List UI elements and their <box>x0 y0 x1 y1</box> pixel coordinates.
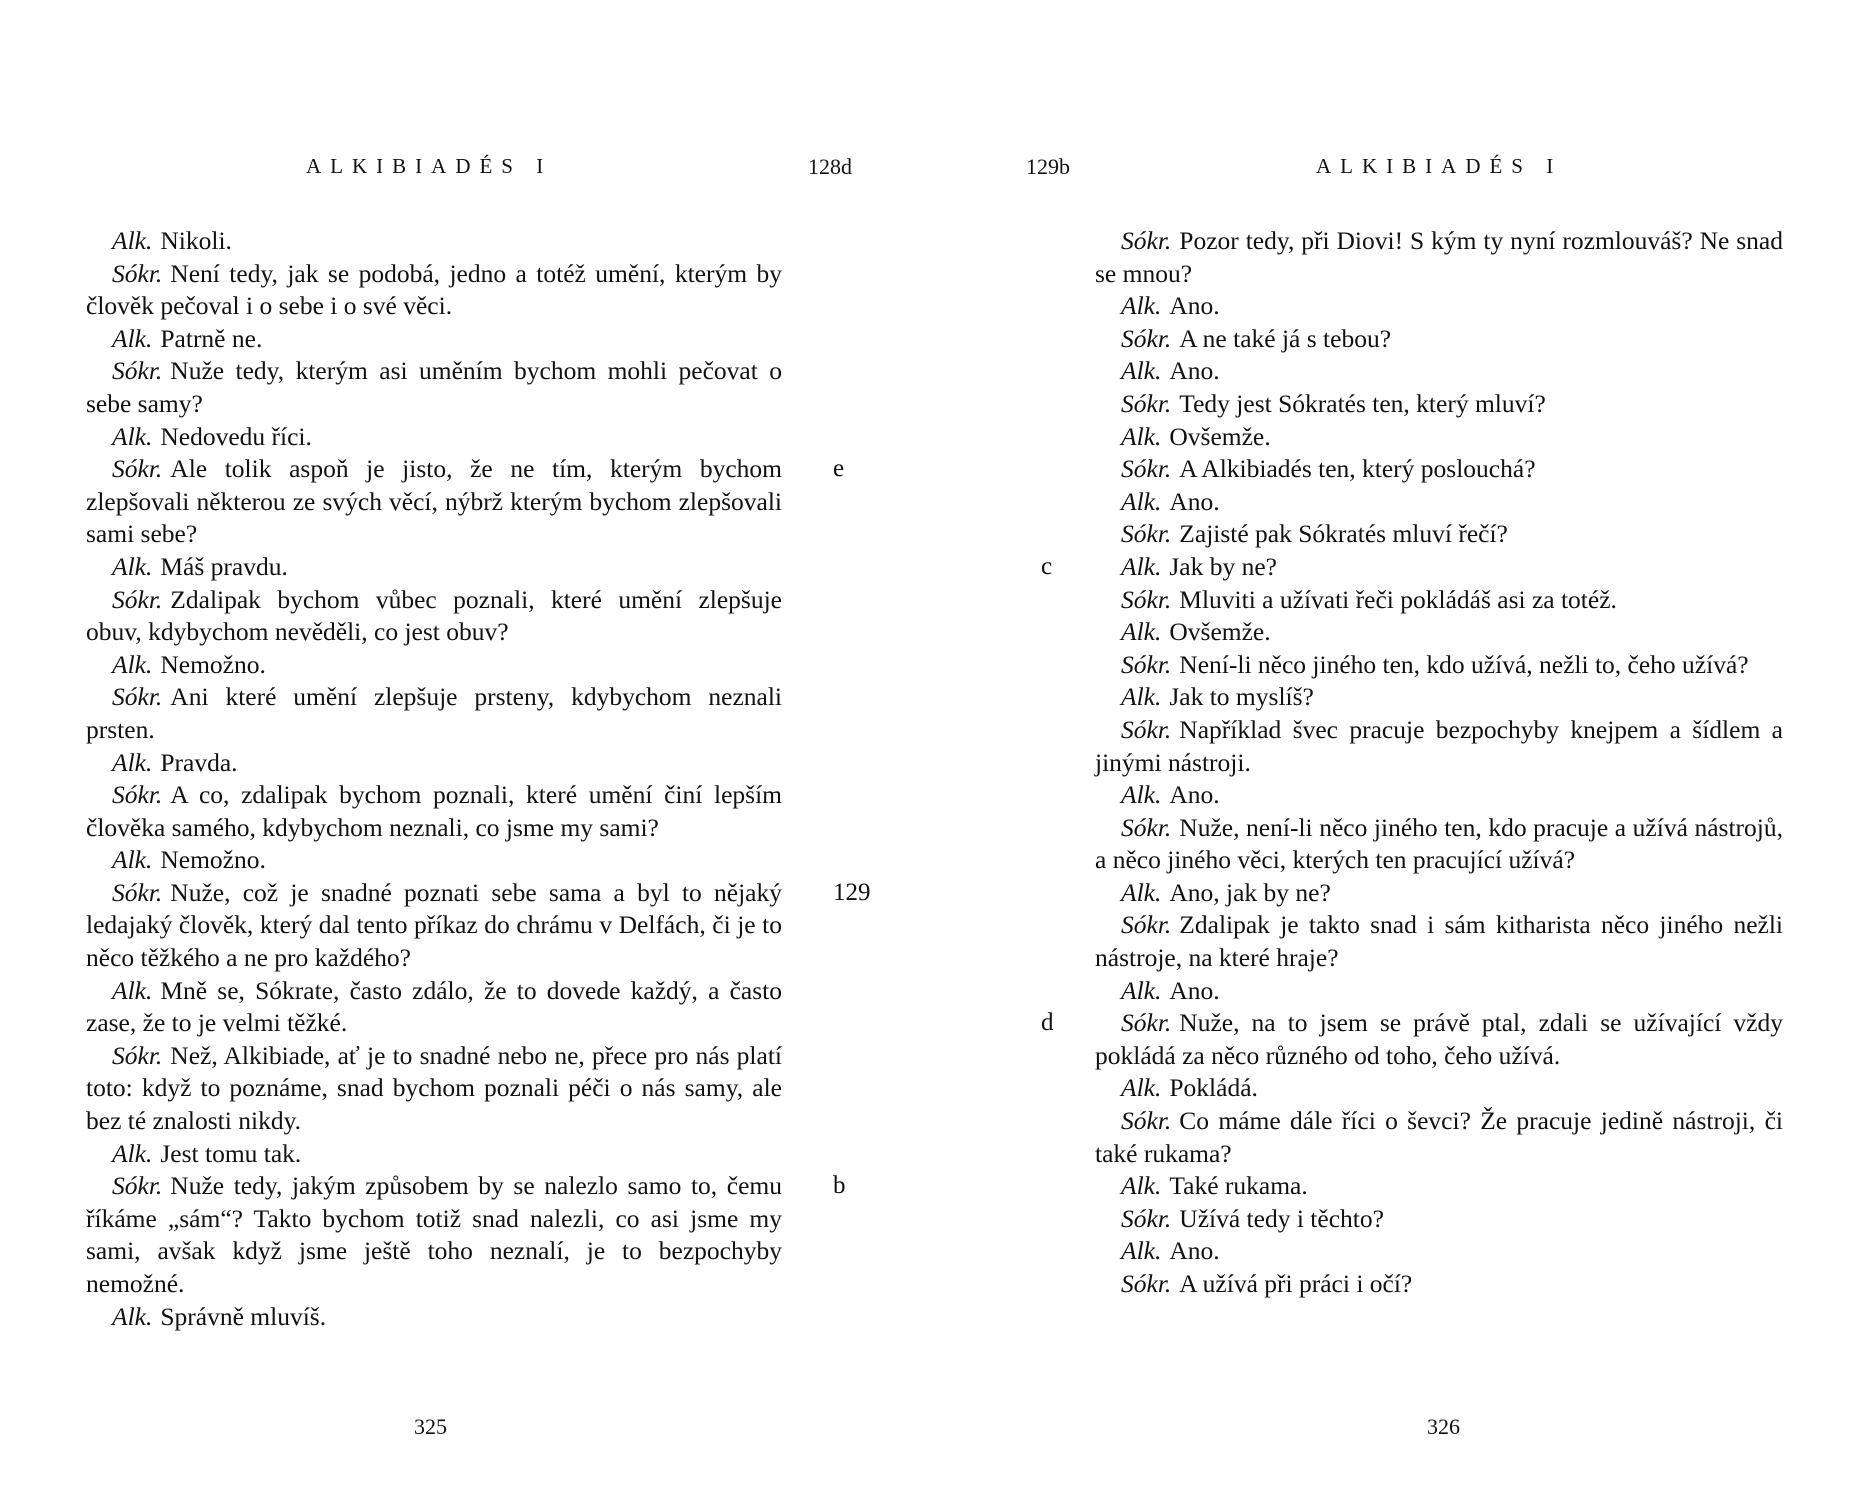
utterance-text: Také rukama. <box>1169 1171 1308 1201</box>
dialogue-turn <box>1095 518 1783 551</box>
dialogue-turn <box>86 681 782 746</box>
utterance-text: Nuže, což je snadné poznati sebe sama a byl to nějaký ledajaký člověk, který dal tento příkaz do chrámu v Delfách, či je to něco těžkého a ne pro každého? <box>86 877 782 973</box>
speaker-label: Alk. <box>112 226 153 255</box>
speaker-label: Sókr. <box>1121 1106 1172 1136</box>
dialogue-turn <box>86 421 782 454</box>
stephanus-number: 128d <box>808 154 852 179</box>
speaker-label: Sókr. <box>1121 1008 1172 1038</box>
dialogue-turn <box>86 355 782 420</box>
utterance-text: Jak to myslíš? <box>1169 682 1314 712</box>
speaker-label: Alk. <box>1121 1171 1162 1201</box>
speaker-label: Alk. <box>112 1138 153 1168</box>
speaker-label: Sókr. <box>1121 714 1172 744</box>
utterance-text: A ne také já s tebou? <box>1179 323 1392 353</box>
speaker-label: Sókr. <box>112 258 163 288</box>
dialogue-turn <box>1095 290 1783 323</box>
utterance-text: Jest tomu tak. <box>160 1138 302 1168</box>
utterance-text: Například švec pracuje bezpochyby knejpem a šídlem a jinými nástroji. <box>1095 714 1783 777</box>
dialogue-turn <box>86 1170 846 1300</box>
page-number: 325 <box>414 1414 447 1439</box>
dialogue-turn <box>1095 486 1783 519</box>
dialogue-turn <box>1041 1007 1783 1072</box>
speaker-label: Alk. <box>112 845 153 875</box>
utterance-text: Pozor tedy, při Diovi! S kým ty nyní rozmlouváš? Ne snad se mnou? <box>1095 226 1783 288</box>
dialogue-turn <box>1095 323 1783 356</box>
dialogue-turn <box>86 453 845 551</box>
utterance-text: Ani které umění zlepšuje prsteny, kdybychom neznali prsten. <box>86 682 782 744</box>
stephanus-marker: 129 <box>833 878 871 906</box>
utterance-text: Patrně ne. <box>160 323 263 353</box>
speaker-label: Alk. <box>1121 617 1162 647</box>
utterance-text: Není-li něco jiného ten, kdo užívá, nežli to, čeho užívá? <box>1179 649 1749 679</box>
dialogue-turn <box>1095 812 1783 877</box>
dialogue-turn <box>86 747 782 780</box>
speaker-label: Sókr. <box>1121 519 1172 549</box>
utterance-text: Ovšemže. <box>1169 617 1271 647</box>
speaker-label: Alk. <box>112 747 153 777</box>
stephanus-marker: b <box>833 1172 846 1200</box>
utterance-text: Pravda. <box>160 747 238 777</box>
dialogue-turn <box>1095 1072 1783 1105</box>
utterance-text: Nuže tedy, kterým asi uměním bychom mohli pečovat o sebe samy? <box>86 356 782 418</box>
utterance-text: Nuže, není-li něco jiného ten, kdo pracuje a užívá nástrojů, a něco jiného věci, kterých ten pracující užívá? <box>1095 812 1783 875</box>
utterance-text: Správně mluvíš. <box>160 1301 327 1331</box>
utterance-text: A užívá při práci i očí? <box>1179 1269 1413 1298</box>
dialogue-turn <box>86 975 782 1040</box>
speaker-label: Alk. <box>112 975 153 1005</box>
speaker-label: Alk. <box>1121 975 1162 1005</box>
utterance-text: Nedovedu říci. <box>160 421 312 451</box>
dialogue-turn <box>1095 714 1783 779</box>
utterance-text: Ano. <box>1169 291 1220 321</box>
utterance-text: Jak by ne? <box>1169 551 1277 581</box>
utterance-text: A co, zdalipak bychom poznali, které umění činí lepším člověka samého, kdybychom neznali, co jsme my sami? <box>86 780 782 842</box>
dialogue-turn <box>86 584 782 649</box>
utterance-text: Tedy jest Sókratés ten, který mluví? <box>1179 388 1546 418</box>
stephanus-marker: e <box>833 455 845 483</box>
dialogue-turn <box>86 1040 782 1138</box>
running-title: ALKIBIADÉS I <box>306 154 553 178</box>
dialogue-text <box>86 225 871 1333</box>
dialogue-turn <box>86 1301 782 1334</box>
dialogue-turn <box>1095 355 1783 388</box>
dialogue-turn <box>86 877 871 975</box>
utterance-text: Mluviti a užívati řeči pokládáš asi za totéž. <box>1179 584 1617 614</box>
speaker-label: Sókr. <box>1121 388 1172 418</box>
utterance-text: Nikoli. <box>160 226 232 255</box>
utterance-text: Nuže tedy, jakým způsobem by se nalezlo samo to, čemu říkáme „sám“? Takto bychom totiž snad nalezli, co asi jsme my sami, avšak když jsme ještě toho neznalí, je to bezpochyby nemožné. <box>86 1171 782 1298</box>
dialogue-turn <box>1095 779 1783 812</box>
utterance-text: Mně se, Sókrate, často zdálo, že to dovede každý, a často zase, že to je velmi těžké. <box>86 975 782 1038</box>
speaker-label: Sókr. <box>112 584 163 614</box>
dialogue-turn <box>1095 1268 1783 1301</box>
utterance-text: Ano. <box>1169 780 1220 810</box>
utterance-text: Ano. <box>1169 1236 1220 1266</box>
dialogue-turn <box>1095 909 1783 974</box>
speaker-label: Sókr. <box>1121 226 1172 255</box>
utterance-text: Užívá tedy i těchto? <box>1179 1203 1384 1233</box>
speaker-label: Alk. <box>1121 877 1162 907</box>
utterance-text: Ovšemže. <box>1169 421 1271 451</box>
stephanus-marker: c <box>1041 552 1053 580</box>
speaker-label: Sókr. <box>112 780 163 810</box>
utterance-text: Zdalipak je takto snad i sám kitharista něco jiného nežli nástroje, na které hraje? <box>1095 910 1783 973</box>
dialogue-turn <box>1095 877 1783 910</box>
utterance-text: Není tedy, jak se podobá, jedno a totéž umění, kterým by člověk pečoval i o sebe i o své věci. <box>86 258 782 321</box>
speaker-label: Sókr. <box>112 1171 163 1201</box>
utterance-text: Nuže, na to jsem se právě ptal, zdali se užívající vždy pokládá za něco různého od toho, čeho užívá. <box>1095 1008 1783 1070</box>
dialogue-turn <box>1095 1203 1783 1236</box>
speaker-label: Alk. <box>1121 291 1162 321</box>
speaker-label: Alk. <box>112 649 153 679</box>
speaker-label: Sókr. <box>1121 323 1172 353</box>
speaker-label: Sókr. <box>1121 1203 1172 1233</box>
speaker-label: Alk. <box>1121 1073 1162 1103</box>
utterance-text: Nemožno. <box>160 649 266 679</box>
speaker-label: Alk. <box>1121 551 1162 581</box>
dialogue-turn <box>1095 1235 1783 1268</box>
dialogue-turn <box>86 1138 782 1171</box>
speaker-label: Sókr. <box>1121 1269 1172 1298</box>
utterance-text: Zdalipak bychom vůbec poznali, které umění zlepšuje obuv, kdybychom nevěděli, co jest obuv? <box>86 584 782 647</box>
speaker-label: Sókr. <box>112 1040 163 1070</box>
speaker-label: Alk. <box>1121 682 1162 712</box>
dialogue-turn <box>86 844 782 877</box>
speaker-label: Alk. <box>112 551 153 581</box>
speaker-label: Sókr. <box>112 454 163 484</box>
dialogue-turn <box>1095 681 1783 714</box>
utterance-text: Zajisté pak Sókratés mluví řečí? <box>1179 519 1508 549</box>
utterance-text: Než, Alkibiade, ať je to snadné nebo ne, přece pro nás platí toto: když to poznáme, snad bychom poznali péči o nás samy, ale bez té znalosti nikdy. <box>86 1040 782 1136</box>
right-page <box>931 0 1862 1501</box>
speaker-label: Sókr. <box>1121 649 1172 679</box>
stephanus-marker: d <box>1041 1009 1054 1037</box>
dialogue-turn <box>1095 225 1783 290</box>
dialogue-turn <box>86 649 782 682</box>
stephanus-number: 129b <box>1026 154 1070 179</box>
dialogue-turn <box>1095 649 1783 682</box>
dialogue-turn <box>1095 453 1783 486</box>
utterance-text: Ano. <box>1169 356 1220 386</box>
running-title: ALKIBIADÉS I <box>1316 154 1563 178</box>
utterance-text: Nemožno. <box>160 845 266 875</box>
speaker-label: Sókr. <box>112 356 163 386</box>
dialogue-turn <box>1095 388 1783 421</box>
speaker-label: Alk. <box>1121 486 1162 516</box>
dialogue-turn <box>1095 616 1783 649</box>
utterance-text: A Alkibiadés ten, který poslouchá? <box>1179 454 1536 484</box>
speaker-label: Sókr. <box>112 682 163 712</box>
speaker-label: Alk. <box>1121 356 1162 386</box>
page-number: 326 <box>1427 1414 1460 1439</box>
speaker-label: Sókr. <box>1121 584 1172 614</box>
speaker-label: Alk. <box>112 421 153 451</box>
speaker-label: Alk. <box>1121 421 1162 451</box>
speaker-label: Sókr. <box>1121 454 1172 484</box>
utterance-text: Ano. <box>1169 486 1220 516</box>
dialogue-text <box>1041 225 1783 1301</box>
dialogue-turn <box>1041 551 1783 584</box>
speaker-label: Alk. <box>1121 780 1162 810</box>
dialogue-turn <box>1095 1170 1783 1203</box>
speaker-label: Sókr. <box>1121 812 1172 842</box>
speaker-label: Sókr. <box>1121 910 1172 940</box>
dialogue-turn <box>86 779 782 844</box>
dialogue-turn <box>1095 975 1783 1008</box>
utterance-text: Co máme dále říci o ševci? Že pracuje jedině nástroji, či také rukama? <box>1095 1106 1783 1168</box>
speaker-label: Alk. <box>112 1301 153 1331</box>
utterance-text: Máš pravdu. <box>160 551 288 581</box>
utterance-text: Ano, jak by ne? <box>1169 877 1331 907</box>
speaker-label: Alk. <box>1121 1236 1162 1266</box>
utterance-text: Ale tolik aspoň je jisto, že ne tím, kterým bychom zlepšovali některou ze svých věcí, nýbrž kterým bychom zlepšovali sami sebe? <box>86 454 782 549</box>
speaker-label: Alk. <box>112 323 153 353</box>
utterance-text: Ano. <box>1169 975 1220 1005</box>
dialogue-turn <box>1095 584 1783 617</box>
speaker-label: Sókr. <box>112 877 163 907</box>
utterance-text: Pokládá. <box>1169 1073 1258 1103</box>
dialogue-turn <box>86 258 782 323</box>
dialogue-turn <box>86 225 782 258</box>
dialogue-turn <box>86 323 782 356</box>
dialogue-turn <box>1095 1105 1783 1170</box>
dialogue-turn <box>86 551 782 584</box>
dialogue-turn <box>1095 421 1783 454</box>
